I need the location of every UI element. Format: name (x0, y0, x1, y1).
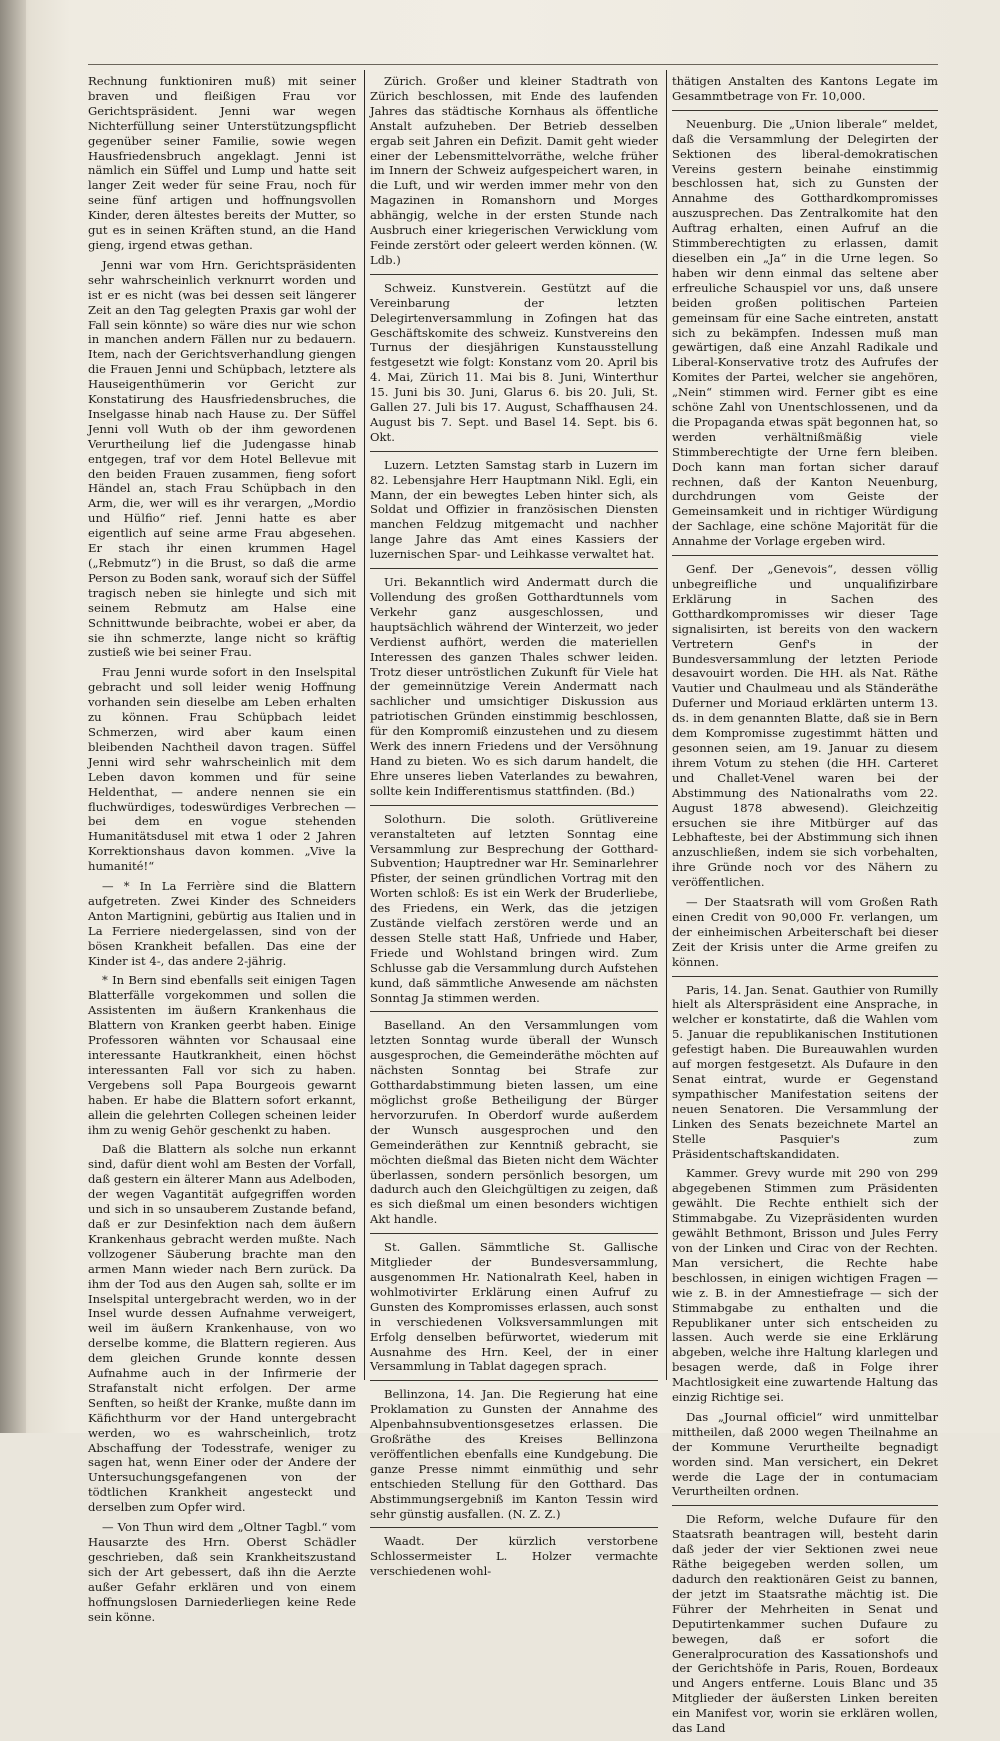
article-paragraph: Daß die Blattern als solche nun erkannt sind, dafür dient wohl am Besten der Vorfall, daß gestern ein älterer Mann aus Adelboden, der wegen Vagantität aufgegriffen worden und sich in so unsauberem Zustande befand, daß er zur Desinfektion nach dem äußern Krankenhaus gebracht werden mußte. Nach vollzogener Säuberung brachte man den armen Mann wieder nach Bern zurück. Da ihm der Tod aus den Augen sah, sollte er im Inselspital untergebracht werden, wo in der Insel wurde dessen Aufnahme verweigert, weil im äußern Krankenhause, von wo derselbe komme, die Blattern regieren. Aus dem gleichen Grunde konnte dessen Aufnahme auch in der Infirmerie der Strafanstalt nicht erfolgen. Der arme Senften, so heißt der Kranke, mußte dann im Käfichthurm vor der Hand untergebracht werden, wo es wahrscheinlich, trotz Abschaffung der Todesstrafe, weniger zu sagen hat, wenn Einer oder der Andere der Untersuchungsgefangenen von der tödtlichen Krankheit angesteckt und derselben zum Opfer wird. (88, 1142, 356, 1515)
article-neuenburg: Neuenburg. Die „Union liberale“ meldet, daß die Versammlung der Delegirten der Sektionen des liberal-demokratischen Vereins gestern beinahe einstimmig beschlossen hat, sich zu Gunsten der Annahme des Gotthardkompromisses auszusprechen. Das Zentralkomite hat den Auftrag erhalten, einen Aufruf an die Stimmberechtigten zu erlassen, damit dieselben ein „Ja“ in die Urne legen. So haben wir denn einmal das seltene aber erfreuliche Schauspiel vor uns, daß unsere beiden großen politischen Parteien gemeinsam für eine Sache eintreten, anstatt sich zu bekämpfen. Indessen muß man gewärtigen, daß eine Anzahl Radikale und Liberal-Konservative trotz des Aufrufes der Komites der Partei, welcher sie angehören, „Nein“ stimmen wird. Ferner gibt es eine schöne Zahl von Unentschlossenen, und da die Propaganda etwas spät begonnen hat, so werden verhältnißmäßig viele Stimmberechtigte der Urne fern bleiben. Doch kann man fortan sicher darauf rechnen, daß der Kanton Neuenburg, durchdrungen vom Geiste der Gemeinsamkeit und in richtiger Würdigung der Sachlage, eine schöne Majorität für die Annahme der Vorlage ergeben wird. (672, 116, 938, 549)
article-paragraph: Rechnung funktioniren muß) mit seiner braven und fleißigen Frau vor Gerichtspräsident. Jenni war wegen Nichterfüllung seiner Unterstützungspflicht gegenüber seiner Familie, sowie wegen Hausfriedensbruch angeklagt. Jenni ist nämlich ein Süffel und Lump und hatte seit langer Zeit weder für seine Frau, noch für seine fünf artigen und hoffnungsvollen Kinder, deren ältestes bereits der Mutter, so gut es in seinen Kräften stund, an die Hand gieng, irgend etwas gethan. (88, 74, 356, 252)
section-divider (370, 451, 658, 452)
section-divider (370, 805, 658, 806)
column-rule (666, 70, 667, 1380)
page-edge-shadow (0, 0, 26, 1433)
article-waadt: Waadt. Der kürzlich verstorbene Schlossermeister L. Holzer vermachte verschiedenen wohl- (370, 1534, 658, 1579)
article-baselland: Baselland. An den Versammlungen vom letzten Sonntag wurde überall der Wunsch ausgesprochen, die Gemeinderäthe möchten auf nächsten Sonntag bei Strafe zur Gotthardabstimmung bieten lassen, um eine möglichst große Betheiligung der Bürger hervorzurufen. In Oberdorf wurde außerdem der Wunsch ausgesprochen und den Gemeinderäthen zur Kenntniß gebracht, sie möchten dießmal das Bieten nicht dem Wächter überlassen, sondern persönlich besorgen, um dadurch auch den Gleichgültigen zu zeigen, daß es sich dießmal um einen besonders wichtigen Akt handle. (370, 1018, 658, 1227)
article-kunstverein: Schweiz. Kunstverein. Gestützt auf die Vereinbarung der letzten Delegirtenversammlung in Zofingen hat das Geschäftskomite des schweiz. Kunstvereins den Turnus der diesjährigen Kunstausstellung festgesetzt wie folgt: Konstanz vom 20. April bis 4. Mai, Zürich 11. Mai bis 8. Juni, Winterthur 15. Juni bis 30. Juni, Glarus 6. bis 20. Juli, St. Gallen 27. Juli bis 17. August, Schaffhausen 24. August bis 7. Sept. und Basel 14. Sept. bis 6. Okt. (370, 280, 658, 444)
top-rule (88, 64, 938, 65)
article-bellinzona: Bellinzona, 14. Jan. Die Regierung hat eine Proklamation zu Gunsten der Annahme des Alpenbahnsubventionsgesetzes erlassen. Die Großräthe des Kreises Bellinzona veröffentlichen ebenfalls eine Kundgebung. Die ganze Presse nimmt einmüthig und sehr entschieden Stellung für den Gotthard. Das Abstimmungsergebniß im Kanton Tessin wird sehr günstig ausfallen. (N. Z. Z.) (370, 1387, 658, 1521)
article-reform: Die Reform, welche Dufaure für den Staatsrath beantragen will, besteht darin daß jeder der vier Sektionen zwei neue Räthe beigegeben werden sollen, um dadurch den reaktionären Geist zu bannen, der jetzt im Staatsrathe mächtig ist. Die Führer der Mehrheiten in Senat und Deputirtenkammer suchen Dufaure zu bewegen, daß er sofort die Generalprocuration des Kassationshofs und der Gerichtshöfe in Paris, Rouen, Bordeaux und Angers entferne. Louis Blanc und 35 Mitglieder der äußersten Linken bereiten ein Manifest vor, worin sie erklären wollen, das Land (672, 1512, 938, 1736)
article-st-gallen: St. Gallen. Sämmtliche St. Gallische Mitglieder der Bundesversammlung, ausgenommen Hr. Nationalrath Keel, haben in wohlmotivirter Erklärung einen Aufruf zu Gunsten des Kompromisses erlassen, auch sonst in verschiedenen Volksversammlungen mit Erfolg denselben befürwortet, wiederum mit Ausnahme des Hrn. Keel, der in einer Versammlung in Tablat dagegen sprach. (370, 1240, 658, 1374)
column-rule (364, 70, 365, 1380)
article-solothurn: Solothurn. Die soloth. Grütlivereine veranstalteten auf letzten Sonntag eine Versammlung zur Besprechung der Gotthard-Subvention; Hauptredner war Hr. Seminarlehrer Pfister, der seinen gründlichen Vortrag mit den Worten schloß: Es ist ein Werk der Bruderliebe, des Friedens, ein Werk, das die jetzigen Zustände vielfach zerstören werde und an dessen Stelle statt Haß, Unfriede und Haber, Friede und Wohlstand bringen wird. Zum Schlusse gab die Versammlung durch Aufstehen kund, daß sämmtliche Anwesende am nächsten Sonntag Ja stimmen werden. (370, 811, 658, 1005)
article-genf: Genf. Der „Genevois“, dessen völlig unbegreifliche und unqualifizirbare Erklärung in Sachen des Gotthardkompromisses wir dieser Tage signalisirten, ist bereits von den wackern Vertretern Genf's in der Bundesversammlung der letzten Periode desavouirt worden. Die HH. als Nat. Räthe Vautier und Chaulmeau und als Ständeräthe Duferner und Moriaud erklärten unterm 13. ds. in dem genannten Blatte, daß sie in Bern dem Kompromisse zugestimmt hätten und gesonnen seien, am 19. Januar zu diesem ihrem Votum zu stehen (die HH. Carteret und Challet-Venel waren bei der Abstimmung des Nationalraths vom 22. August 1878 abwesend). Gleichzeitig ersuchen sie ihre Mitbürger auf das Lebhafteste, bei der Abstimmung sich ihnen anzuschließen, indem sie sich vorbehalten, ihre Gründe noch vor des Nähern zu veröffentlichen. (672, 562, 938, 890)
section-divider (672, 555, 938, 556)
article-paragraph: Jenni war vom Hrn. Gerichtspräsidenten sehr wahrscheinlich verknurrt worden und ist er es nicht (was bei dessen seit längerer Zeit an den Tag gelegten Praxis gar wohl der Fall sein könnte) so wäre dies nur wie schon in manchen andern Fällen nur zu bedauern. Item, nach der Gerichtsverhandlung giengen die Frauen Jenni und Schüpbach, letztere als Hauseigenthümerin vor Gericht zur Konstatirung des Hausfriedensbruches, die Inselgasse hinab nach Hause zu. Der Süffel Jenni voll Wuth ob der ihm gewordenen Verurtheilung lief die Judengasse hinab entgegen, traf vor dem Hotel Bellevue mit den beiden Frauen zusammen, fieng sofort Händel an, stach Frau Schüpbach in den Arm, die, wer will es ihr verargen, „Mordio und Hülfio“ rief. Jenni hatte es aber eigentlich auf seine arme Frau abgesehen. Er stach ihr einen krummen Hagel („Rebmutz“) in die Brust, so daß die arme Person zu Boden sank, worauf sich der Süffel tragisch neben sie hinlegte und sich mit seinem Rebmutz am Halse eine Schnittwunde beibrachte, wobei er aber, da sie ihn schmerzte, lange nicht so kräftig zustieß wie bei seiner Frau. (88, 257, 356, 660)
column-3 (672, 74, 938, 1741)
section-divider (672, 110, 938, 111)
article-continuation: thätigen Anstalten des Kantons Legate im Gesammtbetrage von Fr. 10,000. (672, 74, 938, 103)
section-divider (370, 1233, 658, 1234)
article-kammer: Kammer. Grevy wurde mit 290 von 299 abgegebenen Stimmen zum Präsidenten gewählt. Die Rechte enthielt sich der Stimmabgabe. Zu Vizepräsidenten wurden gewählt Bethmont, Brisson und Jules Ferry von der Linken und Cirac von der Rechten. Man versichert, die Rechte habe beschlossen, in einigen wichtigen Fragen — wie z. B. in der Amnestiefrage — sich der Stimmabgabe zu enthalten und die Republikaner unter sich entscheiden zu lassen. Auch werde sie eine Erklärung abgeben, welche ihre Haltung klarlegen und besagen werde, daß in Folge ihrer Machtlosigkeit eine zuwartende Haltung das einzig Richtige sei. (672, 1166, 938, 1405)
section-divider (370, 1527, 658, 1528)
section-divider (672, 976, 938, 977)
section-divider (370, 1380, 658, 1381)
section-divider (370, 568, 658, 569)
article-paragraph: Frau Jenni wurde sofort in den Inselspital gebracht und soll leider wenig Hoffnung vorhanden sein dieselbe am Leben erhalten zu können. Frau Schüpbach leidet Schmerzen, wird aber kaum einen bleibenden Nachtheil davon tragen. Süffel Jenni wird sehr wahrscheinlich mit dem Leben davon kommen und für seine Heldenthat, — andere nennen sie ein fluchwürdiges, todeswürdiges Verbrechen — bei dem en vogue stehenden Humanitätsdusel mit etwa 1 oder 2 Jahren Korrektionshaus davon kommen. „Vive la humanité!“ (88, 665, 356, 874)
column-2 (370, 74, 658, 1584)
article-zuerich: Zürich. Großer und kleiner Stadtrath von Zürich beschlossen, mit Ende des laufenden Jahres das städtische Kornhaus als öffentliche Anstalt aufzuheben. Der Betrieb desselben ergab seit Jahren ein Defizit. Damit geht wieder einer der Lebensmittelvorräthe, welche früher im Innern der Schweiz aufgespeichert waren, in die Luft, und wir werden immer mehr von den Magazinen in Romanshorn und Morges abhängig, welche in der ersten Stunde nach Ausbruch einer kriegerischen Verwicklung vom Feinde zerstört oder geleert werden können. (W. Ldb.) (370, 74, 658, 267)
article-journal-officiel: Das „Journal officiel“ wird unmittelbar mittheilen, daß 2000 wegen Theilnahme an der Kommune Verurtheilte begnadigt worden sind. Man versichert, ein Dekret werde die Lage der in contumaciam Verurtheilten ordnen. (672, 1409, 938, 1499)
article-paragraph: — Von Thun wird dem „Oltner Tagbl.“ vom Hausarzte des Hrn. Oberst Schädler geschrieben, daß sein Krankheitszustand sich der Art gebessert, daß ihn die Aerzte außer Gefahr erklären und von einem hoffnungslosen Darniederliegen keine Rede sein könne. (88, 1520, 356, 1624)
article-uri: Uri. Bekanntlich wird Andermatt durch die Vollendung des großen Gotthardtunnels vom Verkehr ganz ausgeschlossen, und hauptsächlich während der Winterzeit, wo jeder Verdienst aufhört, werden die materiellen Interessen des ganzen Thales schwer leiden. Trotz dieser untröstlichen Zukunft für Viele hat der gemeinnützige Verein Andermatt nach sachlicher und umsichtiger Diskussion aus patriotischen Gründen einstimmig beschlossen, für den Kompromiß einzustehen und zu diesem Werk des innern Friedens und der Versöhnung Hand zu bieten. Wo es sich darum handelt, die Ehre unseres lieben Vaterlandes zu bewahren, sollte kein Indifferentismus stattfinden. (Bd.) (370, 575, 658, 798)
column-1 (88, 74, 356, 1629)
article-paris-senat: Paris, 14. Jan. Senat. Gauthier von Rumilly hielt als Alterspräsident eine Ansprache, in welcher er konstatirte, daß die Wahlen vom 5. Januar die republikanischen Institutionen gefestigt haben. Die Bureauwahlen wurden auf morgen festgesetzt. Als Dufaure in den Senat eintrat, wurde er Gegenstand sympathischer Manifestation seitens der neuen Senatoren. Die Versammlung der Linken des Senats bezeichnete Martel an Stelle Pasquier's zum Präsidentschaftskandidaten. (672, 982, 938, 1161)
article-paragraph: — * In La Ferrière sind die Blattern aufgetreten. Zwei Kinder des Schneiders Anton Martignini, gebürtig aus Italien und in La Ferriere niedergelassen, sind von der bösen Krankheit befallen. Das eine der Kinder ist 4-, das andere 2-jährig. (88, 879, 356, 968)
section-divider (370, 1011, 658, 1012)
section-divider (672, 1505, 938, 1506)
section-divider (370, 274, 658, 275)
article-paragraph: * In Bern sind ebenfalls seit einigen Tagen Blatterfälle vorgekommen und sollen die Assistenten im äußern Krankenhaus die Blattern von Kranken geerbt haben. Einige Professoren wähnten vor Schausaal eine interessante Hautkrankheit, einen höchst interessanten Fall vor sich zu haben. Vergebens soll Papa Bourgeois gewarnt haben. Er habe die Blattern sofort erkannt, allein die gelehrten Collegen scheinen leider ihm zu wenig Gehör geschenkt zu haben. (88, 973, 356, 1137)
article-staatsrath: — Der Staatsrath will vom Großen Rath einen Credit von 90,000 Fr. verlangen, um der einheimischen Arbeiterschaft bei dieser Zeit der Krisis unter die Arme greifen zu können. (672, 895, 938, 969)
article-luzern: Luzern. Letzten Samstag starb in Luzern im 82. Lebensjahre Herr Hauptmann Nikl. Egli, ein Mann, der ein bewegtes Leben hinter sich, als Soldat und Offizier in französischen Diensten manchen Feldzug mitgemacht und nachher lange Jahre das Amt eines Kassiers der luzernischen Spar- und Leihkasse verwaltet hat. (370, 457, 658, 562)
